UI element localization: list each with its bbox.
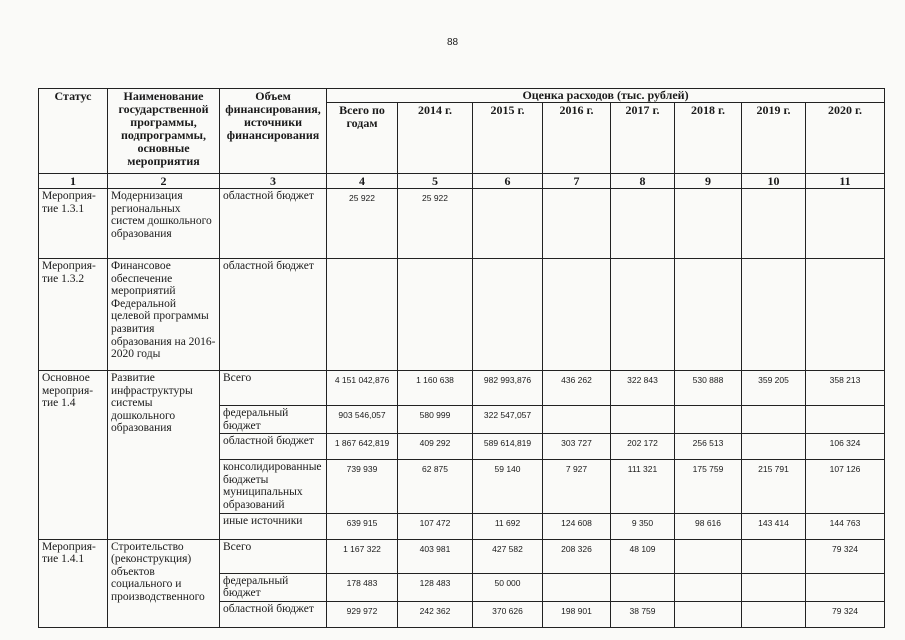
funding-source-cell: областной бюджет — [220, 259, 327, 371]
year-value-cell: 409 292 — [398, 434, 473, 460]
year-value-cell: 427 582 — [473, 539, 543, 573]
column-number: 3 — [220, 174, 327, 189]
header-year: 2017 г. — [611, 103, 675, 174]
total-value-cell: 4 151 042,876 — [327, 371, 398, 406]
year-value-cell: 215 791 — [742, 460, 806, 513]
program-name-cell: Финансовое обеспечение мероприятий Федеральной целевой программы развития образования на 2016-2020 годы — [108, 259, 220, 371]
year-value-cell: 580 999 — [398, 406, 473, 434]
year-value-cell: 589 614,819 — [473, 434, 543, 460]
status-cell: Мероприя-тие 1.4.1 — [39, 539, 108, 627]
year-value-cell: 202 172 — [611, 434, 675, 460]
year-value-cell: 9 350 — [611, 513, 675, 539]
year-value-cell — [543, 406, 611, 434]
status-cell: Мероприя-тие 1.3.2 — [39, 259, 108, 371]
year-value-cell: 59 140 — [473, 460, 543, 513]
year-value-cell: 403 981 — [398, 539, 473, 573]
funding-source-cell: Всего — [220, 371, 327, 406]
year-value-cell: 370 626 — [473, 601, 543, 627]
year-value-cell — [675, 406, 742, 434]
total-value-cell: 1 867 642,819 — [327, 434, 398, 460]
header-estimate: Оценка расходов (тыс. рублей) — [327, 89, 885, 103]
table-row — [39, 539, 885, 573]
year-value-cell — [398, 259, 473, 371]
year-value-cell: 62 875 — [398, 460, 473, 513]
year-value-cell: 198 901 — [543, 601, 611, 627]
status-cell: Основное мероприя-тие 1.4 — [39, 371, 108, 540]
year-value-cell: 322 547,057 — [473, 406, 543, 434]
year-value-cell: 38 759 — [611, 601, 675, 627]
year-value-cell: 144 763 — [806, 513, 885, 539]
header-year: 2015 г. — [473, 103, 543, 174]
header-volume: Объем финансирования, источники финансирования — [220, 89, 327, 174]
year-value-cell — [742, 434, 806, 460]
total-value-cell: 25 922 — [327, 189, 398, 259]
year-value-cell — [742, 539, 806, 573]
year-value-cell — [806, 189, 885, 259]
year-value-cell — [543, 259, 611, 371]
year-value-cell: 436 262 — [543, 371, 611, 406]
column-number: 6 — [473, 174, 543, 189]
year-value-cell: 124 608 — [543, 513, 611, 539]
total-value-cell: 1 167 322 — [327, 539, 398, 573]
year-value-cell — [742, 259, 806, 371]
funding-source-cell: Всего — [220, 539, 327, 573]
total-value-cell — [327, 259, 398, 371]
year-value-cell — [473, 189, 543, 259]
year-value-cell — [742, 573, 806, 601]
program-name-cell: Строительство (реконструкция) объектов социального и производственного — [108, 539, 220, 627]
column-number: 7 — [543, 174, 611, 189]
column-number: 10 — [742, 174, 806, 189]
year-value-cell: 50 000 — [473, 573, 543, 601]
year-value-cell: 106 324 — [806, 434, 885, 460]
year-value-cell — [675, 573, 742, 601]
page-number: 88 — [446, 37, 459, 48]
table-row — [39, 371, 885, 406]
year-value-cell — [806, 573, 885, 601]
year-value-cell: 322 843 — [611, 371, 675, 406]
header-year: 2020 г. — [806, 103, 885, 174]
year-value-cell: 79 324 — [806, 601, 885, 627]
header-name: Наименование государственной программы, подпрограммы, основные мероприятия — [108, 89, 220, 174]
column-number: 9 — [675, 174, 742, 189]
header-year: 2014 г. — [398, 103, 473, 174]
year-value-cell: 358 213 — [806, 371, 885, 406]
year-value-cell — [611, 189, 675, 259]
year-value-cell: 25 922 — [398, 189, 473, 259]
header-year: 2016 г. — [543, 103, 611, 174]
year-value-cell — [675, 539, 742, 573]
header-year: 2019 г. — [742, 103, 806, 174]
year-value-cell: 256 513 — [675, 434, 742, 460]
funding-source-cell: федеральный бюджет — [220, 406, 327, 434]
year-value-cell: 359 205 — [742, 371, 806, 406]
year-value-cell — [611, 573, 675, 601]
year-value-cell: 7 927 — [543, 460, 611, 513]
year-value-cell — [543, 573, 611, 601]
funding-source-cell: иные источники — [220, 513, 327, 539]
year-value-cell: 1 160 638 — [398, 371, 473, 406]
year-value-cell: 982 993,876 — [473, 371, 543, 406]
header-row-top — [39, 89, 885, 103]
year-value-cell: 11 692 — [473, 513, 543, 539]
year-value-cell — [806, 259, 885, 371]
status-cell: Мероприя-тие 1.3.1 — [39, 189, 108, 259]
year-value-cell — [806, 406, 885, 434]
year-value-cell: 128 483 — [398, 573, 473, 601]
header-total: Всего по годам — [327, 103, 398, 174]
funding-source-cell: федеральный бюджет — [220, 573, 327, 601]
column-number: 1 — [39, 174, 108, 189]
column-number: 4 — [327, 174, 398, 189]
total-value-cell: 739 939 — [327, 460, 398, 513]
table-row — [39, 189, 885, 259]
year-value-cell — [675, 189, 742, 259]
column-number: 5 — [398, 174, 473, 189]
header-status: Статус — [39, 89, 108, 174]
funding-source-cell: областной бюджет — [220, 601, 327, 627]
year-value-cell: 48 109 — [611, 539, 675, 573]
year-value-cell: 303 727 — [543, 434, 611, 460]
funding-source-cell: областной бюджет — [220, 189, 327, 259]
year-value-cell — [611, 259, 675, 371]
budget-table-body — [39, 189, 885, 628]
budget-table — [38, 88, 885, 628]
total-value-cell: 903 546,057 — [327, 406, 398, 434]
year-value-cell: 79 324 — [806, 539, 885, 573]
year-value-cell — [473, 259, 543, 371]
year-value-cell: 530 888 — [675, 371, 742, 406]
year-value-cell: 111 321 — [611, 460, 675, 513]
year-value-cell — [611, 406, 675, 434]
year-value-cell: 208 326 — [543, 539, 611, 573]
column-number: 8 — [611, 174, 675, 189]
funding-source-cell: областной бюджет — [220, 434, 327, 460]
year-value-cell — [543, 189, 611, 259]
year-value-cell: 143 414 — [742, 513, 806, 539]
table-row — [39, 259, 885, 371]
program-name-cell: Модернизация региональных систем дошкольного образования — [108, 189, 220, 259]
year-value-cell: 98 616 — [675, 513, 742, 539]
column-numbers-row — [39, 174, 885, 189]
funding-source-cell: консолидированные бюджеты муниципальных образований — [220, 460, 327, 513]
total-value-cell: 639 915 — [327, 513, 398, 539]
column-number: 2 — [108, 174, 220, 189]
year-value-cell: 107 126 — [806, 460, 885, 513]
program-name-cell: Развитие инфраструктуры системы дошкольного образования — [108, 371, 220, 540]
year-value-cell — [742, 189, 806, 259]
year-value-cell — [675, 259, 742, 371]
year-value-cell — [742, 601, 806, 627]
header-year: 2018 г. — [675, 103, 742, 174]
year-value-cell: 175 759 — [675, 460, 742, 513]
year-value-cell: 107 472 — [398, 513, 473, 539]
total-value-cell: 178 483 — [327, 573, 398, 601]
year-value-cell — [675, 601, 742, 627]
year-value-cell — [742, 406, 806, 434]
total-value-cell: 929 972 — [327, 601, 398, 627]
column-number: 11 — [806, 174, 885, 189]
year-value-cell: 242 362 — [398, 601, 473, 627]
